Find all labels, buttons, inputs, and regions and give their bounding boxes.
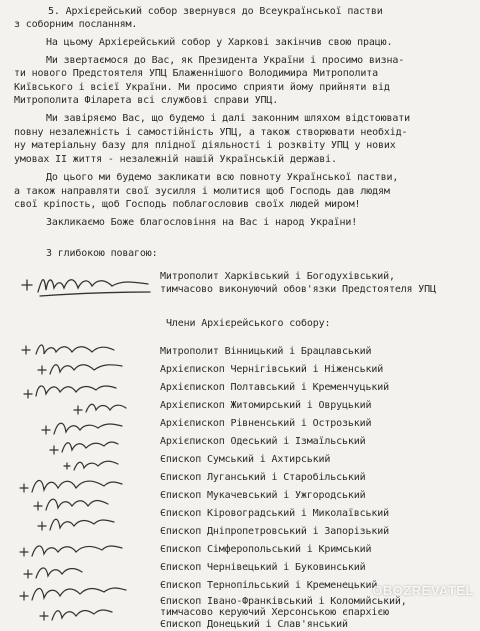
member-title: Митрополит Вінницький і Брацлавський (160, 346, 372, 357)
member-title: Єпископ Сумський і Ахтирський (160, 454, 331, 465)
signature (14, 338, 154, 630)
member-title: Архієпископ Житомирський і Овруцький (160, 400, 372, 411)
letter-line: На цьому Архієрейський собор у Харкові закінчив свою працю. (46, 37, 393, 48)
member-title: Єпископ Кіровоградський і Миколаївський (160, 508, 389, 519)
member-title: Єпископ Чернівецький і Буковинський (160, 562, 366, 573)
letter-line: свої кріпость, щоб Господь поблагословив своїх людей миром! (14, 199, 361, 210)
letter-line: умовах ІІ життя - незалежній нашій Українській державі. (14, 154, 337, 165)
letter-line: повну незалежність і самостійність УПЦ, а також створювати необхід- (14, 127, 408, 138)
member-title: Єпископ Донецький і Слав'янський (160, 619, 348, 630)
member-title: Архієпископ Полтавський і Кременчуцький (160, 382, 389, 393)
letter-line: з соборним посланням. (14, 19, 138, 30)
member-title: Єпископ Луганський і Старобільський (160, 472, 366, 483)
acting-head-title: Митрополит Харківський і Богодухівський, (160, 271, 395, 282)
member-title: тимчасово керуючий Херсонською єпархією (160, 607, 389, 618)
letter-line: Ми завіряємо Вас, що будемо і далі законним шляхом відстоювати (46, 113, 410, 124)
letter-line: ну матеріальну базу для плідної діяльності і розквіту УПЦ у нових (14, 140, 396, 151)
closing-regards: З глибокою повагою: (46, 248, 158, 259)
member-title: Архієпископ Чернігівський і Ніженський (160, 364, 384, 375)
member-title: Єпископ Сімферопольський і Кримський (160, 544, 372, 555)
letter-line: Митрополита Філарета всі службові справи УПЦ. (14, 95, 279, 106)
member-title: Архієпископ Рівненський і Острозький (160, 418, 372, 429)
member-title: Архієпископ Одеський і Ізмаїльський (160, 436, 366, 447)
letter-line: Закликаємо Боже благословіння на Вас і народ України! (46, 217, 358, 228)
acting-head-title: тимчасово виконуючий обов'язки Предстоятеля УПЦ (160, 284, 436, 295)
letter-line: Ми звертаємося до Вас, як Президента України і просимо визна- (46, 55, 405, 66)
signature-acting-head (18, 268, 158, 300)
member-title: Єпископ Івано-Франківський і Коломийський, (160, 596, 407, 607)
letter-line: До цього ми будемо закликати всю повноту Української пастви, (46, 172, 399, 183)
letter-line: а також направляти свої зусилля і молитися щоб Господь дав людям (14, 186, 390, 197)
member-title: Єпископ Тернопільський і Кременецький (160, 580, 378, 591)
member-title: Єпископ Мукачевський і Ужгородський (160, 490, 366, 501)
member-title: Єпископ Дніпропетровський і Запорізький (160, 526, 389, 537)
letter-line: 5. Архієрейський собор звернувся до Всеукраїнської пастви (48, 6, 383, 17)
letter-line: ти нового Предстоятеля УПЦ Блаженнішого Володимира Митрополита (14, 68, 378, 79)
watermark-text: OBOZREVATEL (372, 583, 474, 598)
members-heading: Члени Архієрейського собору: (166, 318, 331, 329)
letter-line: Київського і всієї України. Ми просимо сприяти йому прийняти від (14, 82, 390, 93)
